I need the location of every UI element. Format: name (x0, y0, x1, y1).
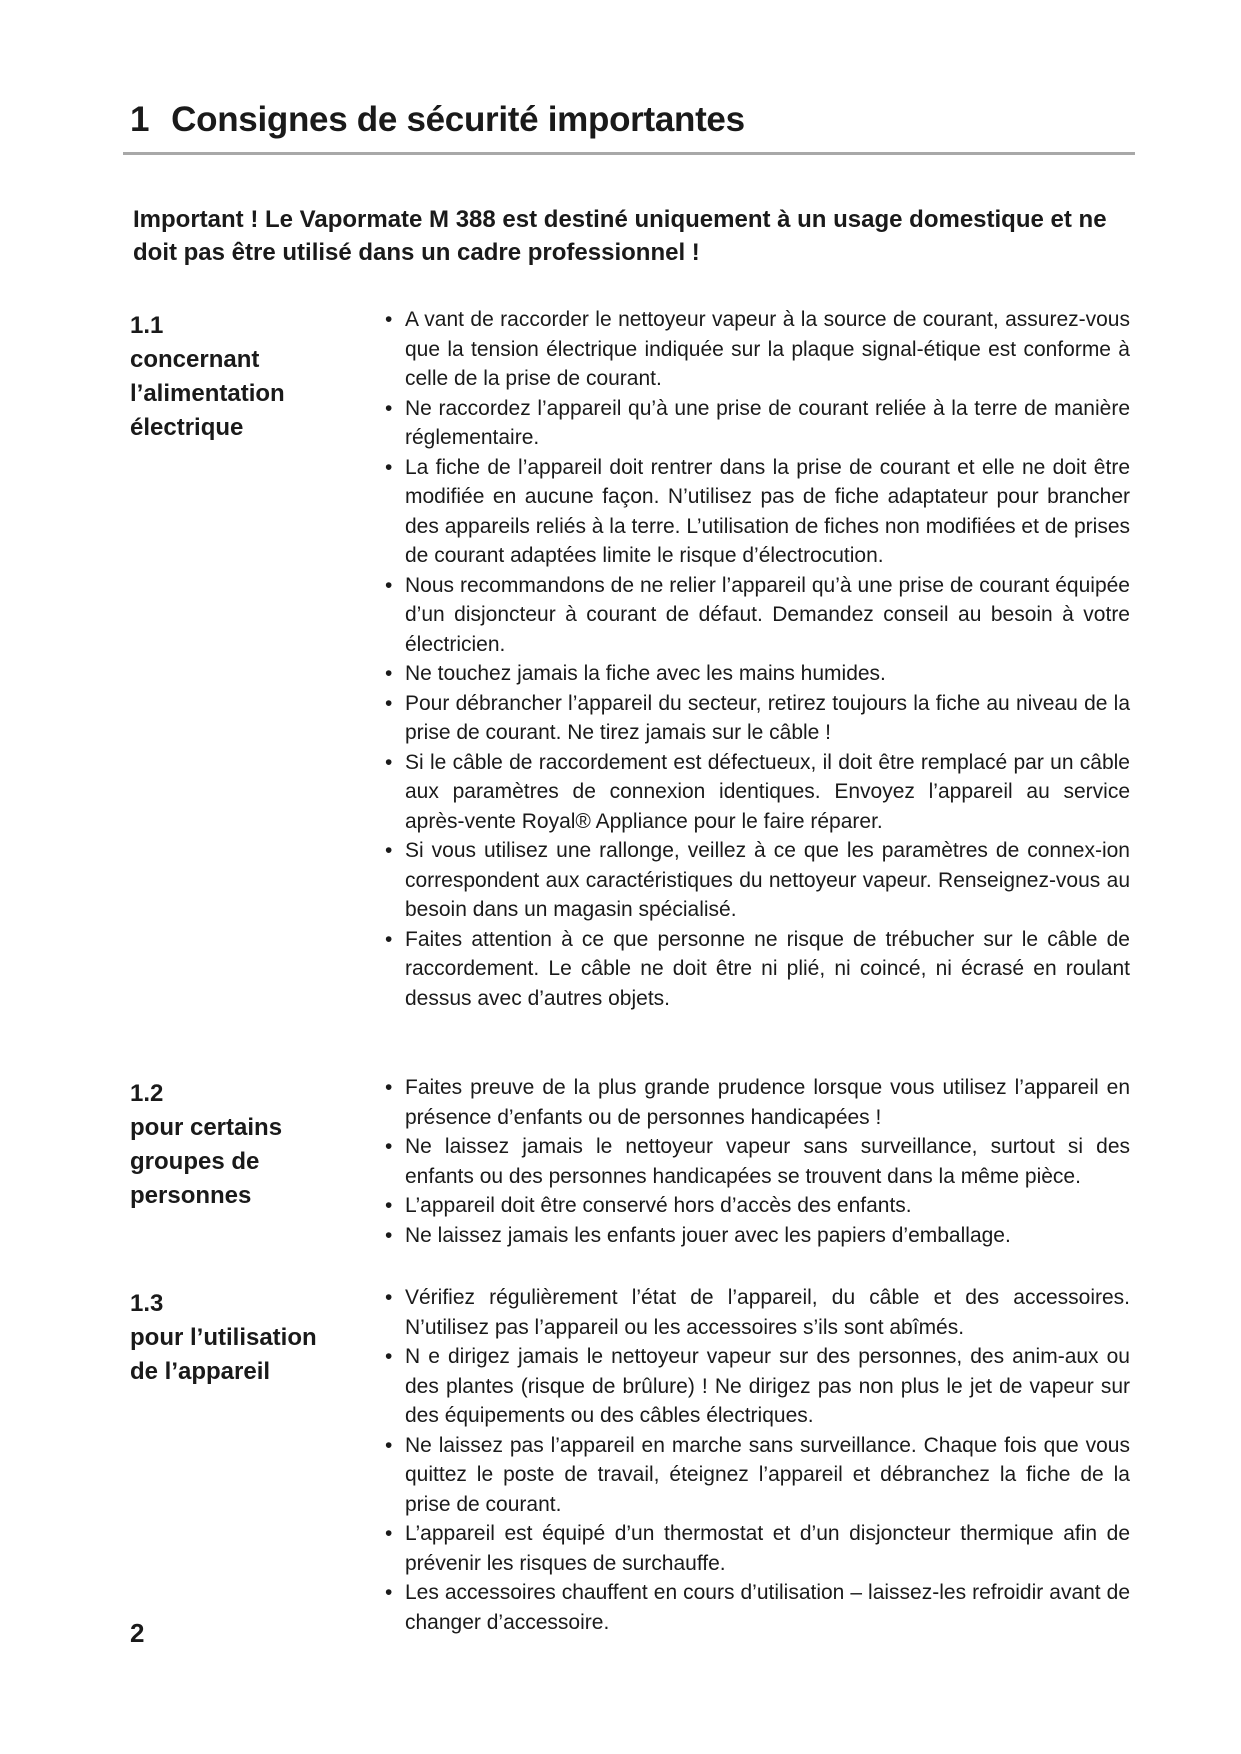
page-number: 2 (130, 1618, 145, 1648)
list-item: • Ne laissez pas l’appareil en marche sans surveillance. Chaque fois que vous quittez le poste de travail, éteignez l’appareil et débranchez la fiche de la prise de courant. (385, 1431, 1130, 1520)
list-item: • N e dirigez jamais le nettoyeur vapeur sur des personnes, des anim-aux ou des plantes (risque de brûlure) ! Ne dirigez pas non plus le jet de vapeur sur des équipements ou des câbles électriques. (385, 1342, 1130, 1431)
list-item: • Si vous utilisez une rallonge, veillez à ce que les paramètres de connex-ion correspondent aux caractéristiques du nettoyeur vapeur. Renseignez-vous au besoin dans un magasin spécialisé. (385, 836, 1130, 925)
list-item: • La fiche de l’appareil doit rentrer dans la prise de courant et elle ne doit être modifiée en aucune façon. N’utilisez pas de fiche adaptateur pour brancher des appareils reliés à la terre. L’utilisation de fiches non modifiées et de prises de courant adaptées limite le risque d’électrocution. (385, 453, 1130, 571)
section-heading-line: électrique (130, 414, 244, 441)
bullet-list-1-3 (385, 1283, 1130, 1637)
list-item: • L’appareil doit être conservé hors d’accès des enfants. (385, 1191, 1130, 1221)
list-item: • Pour débrancher l’appareil du secteur, retirez toujours la fiche au niveau de la prise de courant. Ne tirez jamais sur le câble ! (385, 689, 1130, 748)
list-item: • Si le câble de raccordement est défectueux, il doit être remplacé par un câble aux paramètres de connexion identiques. Envoyez l’appareil au service après-vente Royal® Appliance pour le faire réparer. (385, 748, 1130, 837)
bullet-list-1-1 (385, 305, 1130, 1013)
list-item: • Ne laissez jamais le nettoyeur vapeur sans surveillance, surtout si des enfants ou des personnes handicapées se trouvent dans la même pièce. (385, 1132, 1130, 1191)
list-item: • Nous recommandons de ne relier l’appareil qu’à une prise de courant équipée d’un disjoncteur à courant de défaut. Demandez conseil au besoin à votre électricien. (385, 571, 1130, 660)
chapter-title: Consignes de sécurité importantes (171, 100, 745, 139)
section-heading-1-1 (130, 309, 370, 445)
section-number: 1.3 (130, 1290, 164, 1317)
list-item: • L’appareil est équipé d’un thermostat et d’un disjoncteur thermique afin de prévenir les risques de surchauffe. (385, 1519, 1130, 1578)
section-heading-1-3 (130, 1287, 370, 1389)
section-heading-line: l’alimentation (130, 380, 285, 407)
list-item: • Ne touchez jamais la fiche avec les mains humides. (385, 659, 1130, 689)
list-item: • Ne laissez jamais les enfants jouer avec les papiers d’emballage. (385, 1221, 1130, 1251)
section-heading-1-2 (130, 1077, 370, 1213)
bullet-list-1-2 (385, 1073, 1130, 1250)
list-item: • A vant de raccorder le nettoyeur vapeur à la source de courant, assurez-vous que la tension électrique indiquée sur la plaque signal-étique est conforme à celle de la prise de courant. (385, 305, 1130, 394)
intro-warning: Important ! Le Vapormate M 388 est destiné uniquement à un usage domestique et ne doit pas être utilisé dans un cadre professionnel ! (133, 206, 1107, 266)
page-title (130, 100, 745, 140)
list-item: • Les accessoires chauffent en cours d’utilisation – laissez-les refroidir avant de changer d’accessoire. (385, 1578, 1130, 1637)
section-heading-line: pour l’utilisation (130, 1324, 317, 1351)
list-item: • Vérifiez régulièrement l’état de l’appareil, du câble et des accessoires. N’utilisez pas l’appareil ou les accessoires s’ils sont abîmés. (385, 1283, 1130, 1342)
section-heading-line: concernant (130, 346, 260, 373)
section-heading-line: groupes de (130, 1148, 260, 1175)
chapter-number: 1 (130, 100, 150, 139)
title-underline-rule (123, 152, 1135, 155)
section-heading-line: pour certains (130, 1114, 283, 1141)
section-number: 1.2 (130, 1080, 164, 1107)
section-number: 1.1 (130, 312, 164, 339)
section-heading-line: personnes (130, 1182, 252, 1209)
section-heading-line: de l’appareil (130, 1358, 271, 1385)
list-item: • Faites attention à ce que personne ne risque de trébucher sur le câble de raccordement. Le câble ne doit être ni plié, ni coincé, ni écrasé en roulant dessus avec d’autres objets. (385, 925, 1130, 1014)
list-item: • Faites preuve de la plus grande prudence lorsque vous utilisez l’appareil en présence d’enfants ou de personnes handicapées ! (385, 1073, 1130, 1132)
list-item: • Ne raccordez l’appareil qu’à une prise de courant reliée à la terre de manière réglementaire. (385, 394, 1130, 453)
